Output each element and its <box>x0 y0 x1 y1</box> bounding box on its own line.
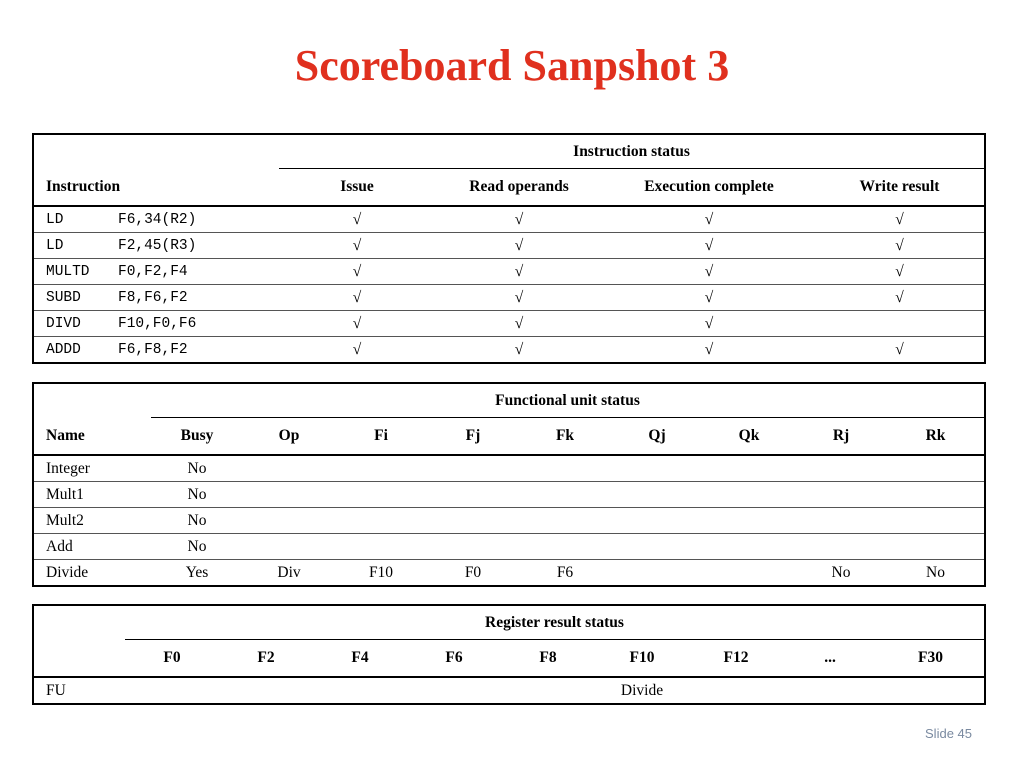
read-cell: √ <box>514 340 524 358</box>
instruction-status-table <box>32 133 986 364</box>
instruction-operands: F6,F8,F2 <box>118 341 188 358</box>
busy-cell: Yes <box>185 563 209 581</box>
qk-cell <box>703 455 795 482</box>
col-rj: Rj <box>795 418 887 456</box>
exec-cell: √ <box>603 311 815 337</box>
col-op: Op <box>243 418 335 456</box>
issue-cell: √ <box>279 233 435 259</box>
exec-cell: √ <box>603 259 815 285</box>
fk-cell <box>519 482 611 508</box>
op-cell <box>243 508 335 534</box>
qj-cell <box>611 455 703 482</box>
instruction-operands: F10,F0,F6 <box>118 315 197 332</box>
rk-cell <box>887 455 985 482</box>
col-rk: Rk <box>887 418 985 456</box>
rk-cell <box>887 482 985 508</box>
col-execution-complete: Execution complete <box>603 169 815 207</box>
fu-label: FU <box>46 681 66 699</box>
write-cell: √ <box>815 259 985 285</box>
fk-cell: F6 <box>556 563 574 581</box>
fi-cell <box>335 482 427 508</box>
rj-cell: No <box>831 563 851 581</box>
fk-cell <box>519 534 611 560</box>
qj-cell <box>611 534 703 560</box>
read-cell: √ <box>435 285 603 311</box>
instruction-opcode: DIVD <box>46 315 81 332</box>
instruction-table-corner <box>33 134 279 169</box>
fi-cell <box>335 455 427 482</box>
instruction-status-header: Instruction status <box>279 134 985 169</box>
col-read-operands: Read operands <box>435 169 603 207</box>
col-fi: Fi <box>335 418 427 456</box>
rj-cell <box>795 508 887 534</box>
slide-number: Slide 45 <box>925 726 972 741</box>
instruction-cell <box>33 233 279 259</box>
table-row <box>33 311 985 337</box>
col-f8: F8 <box>501 640 595 678</box>
write-cell: √ <box>815 206 985 233</box>
instruction-opcode: ADDD <box>46 341 81 358</box>
rk-cell <box>887 534 985 560</box>
busy-cell: No <box>151 455 243 482</box>
instruction-cell <box>33 259 279 285</box>
write-cell: √ <box>815 285 985 311</box>
fj-cell <box>427 534 519 560</box>
fk-cell <box>519 455 611 482</box>
functional-unit-status-header: Functional unit status <box>151 383 985 418</box>
read-cell: √ <box>435 206 603 233</box>
qj-cell <box>611 560 703 587</box>
qj-cell <box>611 508 703 534</box>
issue-cell: √ <box>352 340 362 358</box>
fi-cell <box>335 508 427 534</box>
table-row <box>33 206 985 233</box>
table-row <box>33 233 985 259</box>
unit-name: Add <box>33 534 151 560</box>
ellipsis-cell <box>783 677 877 704</box>
rj-cell <box>795 482 887 508</box>
fj-cell <box>427 455 519 482</box>
register-header-blank <box>33 640 125 678</box>
rk-cell: No <box>926 563 945 581</box>
instruction-operands: F6,34(R2) <box>118 211 197 228</box>
col-f10: F10 <box>595 640 689 678</box>
unit-name: Divide <box>46 563 89 581</box>
f2-cell <box>219 677 313 704</box>
read-cell: √ <box>435 233 603 259</box>
table-row <box>33 285 985 311</box>
col-f2: F2 <box>219 640 313 678</box>
col-qk: Qk <box>703 418 795 456</box>
write-cell: √ <box>815 233 985 259</box>
unit-name: Mult2 <box>33 508 151 534</box>
table-row <box>33 259 985 285</box>
rj-cell <box>795 455 887 482</box>
col-f6: F6 <box>407 640 501 678</box>
register-table-corner <box>33 605 125 640</box>
busy-cell: No <box>151 534 243 560</box>
instruction-operands: F8,F6,F2 <box>118 289 188 306</box>
f0-cell <box>125 677 219 704</box>
fj-cell <box>427 482 519 508</box>
instruction-opcode: MULTD <box>46 263 90 280</box>
col-ellipsis: ... <box>783 640 877 678</box>
f12-cell <box>689 677 783 704</box>
table-row <box>33 677 985 704</box>
unit-name: Integer <box>33 455 151 482</box>
instruction-operands: F2,45(R3) <box>118 237 197 254</box>
op-cell <box>243 455 335 482</box>
rj-cell <box>795 534 887 560</box>
fi-cell <box>335 534 427 560</box>
instruction-cell <box>33 285 279 311</box>
table-row <box>33 534 985 560</box>
instruction-cell <box>33 337 279 364</box>
qk-cell <box>703 560 795 587</box>
fj-cell: F0 <box>464 563 482 581</box>
instruction-opcode: SUBD <box>46 289 81 306</box>
write-cell: √ <box>895 340 904 358</box>
col-busy: Busy <box>151 418 243 456</box>
instruction-cell <box>33 311 279 337</box>
col-instruction: Instruction <box>33 169 279 207</box>
qk-cell <box>703 482 795 508</box>
col-name: Name <box>33 418 151 456</box>
busy-cell: No <box>151 508 243 534</box>
f30-cell <box>877 677 985 704</box>
col-f4: F4 <box>313 640 407 678</box>
f10-cell: Divide <box>620 681 664 699</box>
unit-name: Mult1 <box>33 482 151 508</box>
f8-cell <box>501 677 595 704</box>
slide-title: Scoreboard Sanpshot 3 <box>294 41 730 90</box>
instruction-cell <box>33 206 279 233</box>
issue-cell: √ <box>279 285 435 311</box>
col-qj: Qj <box>611 418 703 456</box>
col-fk: Fk <box>519 418 611 456</box>
busy-cell: No <box>151 482 243 508</box>
op-cell <box>243 482 335 508</box>
read-cell: √ <box>435 311 603 337</box>
fj-cell <box>427 508 519 534</box>
op-cell: Div <box>277 563 301 581</box>
read-cell: √ <box>435 259 603 285</box>
col-f0: F0 <box>125 640 219 678</box>
col-f12: F12 <box>689 640 783 678</box>
exec-cell: √ <box>603 233 815 259</box>
write-cell <box>815 311 985 337</box>
instruction-opcode: LD <box>46 211 64 228</box>
issue-cell: √ <box>279 259 435 285</box>
fi-cell: F10 <box>368 563 394 581</box>
functional-unit-status-table <box>32 382 986 587</box>
functional-table-corner <box>33 383 151 418</box>
exec-cell: √ <box>704 340 714 358</box>
table-row <box>33 482 985 508</box>
op-cell <box>243 534 335 560</box>
col-fj: Fj <box>427 418 519 456</box>
col-write-result: Write result <box>815 169 985 207</box>
instruction-operands: F0,F2,F4 <box>118 263 188 280</box>
fk-cell <box>519 508 611 534</box>
col-f30: F30 <box>877 640 985 678</box>
table-row <box>33 455 985 482</box>
qk-cell <box>703 508 795 534</box>
col-issue: Issue <box>279 169 435 207</box>
register-result-status-header: Register result status <box>125 605 985 640</box>
table-row <box>33 560 985 587</box>
issue-cell: √ <box>279 311 435 337</box>
f4-cell <box>313 677 407 704</box>
f6-cell <box>407 677 501 704</box>
issue-cell: √ <box>279 206 435 233</box>
exec-cell: √ <box>603 206 815 233</box>
table-row <box>33 508 985 534</box>
instruction-opcode: LD <box>46 237 64 254</box>
qj-cell <box>611 482 703 508</box>
rk-cell <box>887 508 985 534</box>
table-row <box>33 337 985 364</box>
register-result-status-table <box>32 604 986 705</box>
exec-cell: √ <box>603 285 815 311</box>
qk-cell <box>703 534 795 560</box>
